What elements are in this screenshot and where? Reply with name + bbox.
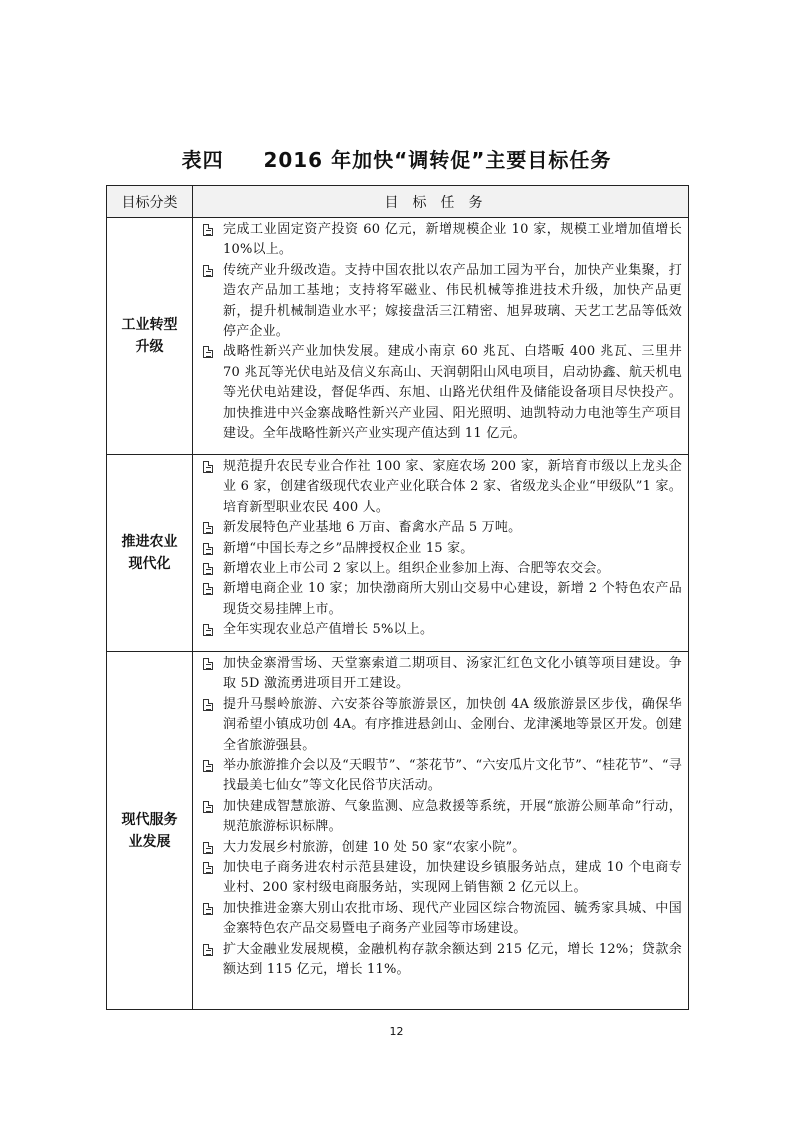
document-icon — [203, 801, 213, 813]
task-item — [199, 518, 682, 538]
task-item — [199, 261, 682, 343]
document-icon — [203, 563, 213, 575]
task-item — [199, 457, 682, 518]
task-text: 全年实现农业总产值增长 5%以上。 — [223, 622, 434, 638]
task-text: 大力发展乡村旅游，创建 10 处 50 家“农家小院”。 — [223, 839, 526, 855]
category-cell: 推进农业现代化 — [107, 455, 193, 652]
category-cell: 工业转型升级 — [107, 218, 193, 455]
document-icon — [203, 346, 213, 358]
task-item — [199, 797, 682, 838]
task-item — [199, 559, 682, 579]
document-icon — [203, 842, 213, 854]
task-text: 加快金寨滑雪场、天堂寨索道二期项目、汤家汇红色文化小镇等项目建设。争取 5D 激流勇进项目开工建设。 — [223, 656, 682, 692]
document-icon — [203, 624, 213, 636]
document-icon — [203, 522, 213, 534]
task-text: 举办旅游推介会以及“天暇节”、“茶花节”、“六安瓜片文化节”、“桂花节”、“寻找最美七仙女”等文化民俗节庆活动。 — [223, 758, 682, 794]
tasks-cell — [193, 218, 689, 455]
task-item — [199, 579, 682, 620]
document-icon — [203, 543, 213, 555]
task-text: 规范提升农民专业合作社 100 家、家庭农场 200 家，新培育市级以上龙头企业 6 家，创建省级现代农业产业化联合体 2 家、省级龙头企业“甲级队”1 家。培育新型职业农民 400 人。 — [223, 459, 682, 515]
task-item — [199, 695, 682, 756]
task-list — [199, 654, 682, 981]
task-list — [199, 220, 682, 444]
task-text: 加快建成智慧旅游、气象监测、应急救援等系统，开展“旅游公厕革命”行动，规范旅游标识标牌。 — [223, 798, 682, 835]
document-icon — [203, 265, 213, 277]
task-item — [199, 756, 682, 797]
task-text: 提升马鬃岭旅游、六安茶谷等旅游景区，加快创 4A 级旅游景区步伐，确保华润希望小镇成功创 4A。有序推进悬剑山、金刚台、龙津溪地等景区开发。创建全省旅游强县。 — [223, 696, 682, 753]
document-icon — [203, 224, 213, 236]
page-title: 表四 2016 年加快“调转促”主要目标任务 — [181, 148, 612, 172]
task-text: 传统产业升级改造。支持中国农批以农产品加工园为平台，加快产业集聚，打造农产品加工基地；支持将军磁业、伟民机械等推进技术升级，加快产品更新，提升机械制造业水平；嫁接盘活三江精密、旭昇玻璃、天艺工艺品等低效停产企业。 — [223, 262, 682, 340]
task-list — [199, 457, 682, 641]
task-item — [199, 539, 682, 559]
category-cell: 现代服务业发展 — [107, 652, 193, 1010]
task-text: 新增电商企业 10 家；加快渤商所大别山交易中心建设，新增 2 个特色农产品现货交易挂牌上市。 — [223, 581, 682, 617]
task-item — [199, 342, 682, 444]
task-item — [199, 620, 682, 640]
target-task-table — [106, 185, 689, 1010]
task-text: 加快推进金寨大别山农批市场、现代产业园区综合物流园、毓秀家具城、中国金寨特色农产品交易暨电子商务产业园等市场建设。 — [223, 900, 682, 937]
header-tasks: 目标任务 — [193, 186, 689, 218]
task-text: 新发展特色产业基地 6 万亩、畜禽水产品 5 万吨。 — [223, 520, 522, 536]
document-icon — [203, 903, 213, 915]
document-icon — [203, 699, 213, 711]
task-item — [199, 858, 682, 899]
page-number: 12 — [389, 1025, 404, 1038]
tasks-cell — [193, 652, 689, 1010]
tasks-cell — [193, 455, 689, 652]
document-icon — [203, 760, 213, 772]
task-text: 扩大金融业发展规模，金融机构存款余额达到 215 亿元，增长 12%；贷款余额达到 115 亿元，增长 11%。 — [223, 941, 682, 978]
task-item — [199, 940, 682, 981]
document-icon — [203, 658, 213, 670]
table-row — [107, 455, 689, 652]
table-row — [107, 652, 689, 1010]
header-category: 目标分类 — [107, 186, 193, 218]
task-item — [199, 220, 682, 261]
task-text: 新增“中国长寿之乡”品牌授权企业 15 家。 — [223, 540, 474, 556]
task-text: 新增农业上市公司 2 家以上。组织企业参加上海、合肥等农交会。 — [223, 561, 610, 577]
document-icon — [203, 944, 213, 956]
task-text: 加快电子商务进农村示范县建设，加快建设乡镇服务站点，建成 10 个电商专业村、200 家村级电商服务站，实现网上销售额 2 亿元以上。 — [223, 860, 682, 896]
task-item — [199, 654, 682, 695]
task-text: 完成工业固定资产投资 60 亿元，新增规模企业 10 家，规模工业增加值增长 10%以上。 — [223, 222, 682, 258]
task-text: 战略性新兴产业加快发展。建成小南京 60 兆瓦、白塔畈 400 兆瓦、三里井 70 兆瓦等光伏电站及信义东高山、天润朝阳山风电项目，启动协鑫、航天机电等光伏电站建设，督促华西、东旭、山路光伏组件及储能设备项目尽快投产。加快推进中兴金寨战略性新兴产业园、阳光照明、迪凯特动力电池等生产项目建设。全年战略性新兴产业实现产值达到 11 亿元。 — [223, 344, 682, 442]
document-icon — [203, 461, 213, 473]
document-icon — [203, 583, 213, 595]
task-item — [199, 899, 682, 940]
table-row — [107, 218, 689, 455]
table-header-row — [107, 186, 689, 218]
document-icon — [203, 862, 213, 874]
task-item — [199, 838, 682, 858]
